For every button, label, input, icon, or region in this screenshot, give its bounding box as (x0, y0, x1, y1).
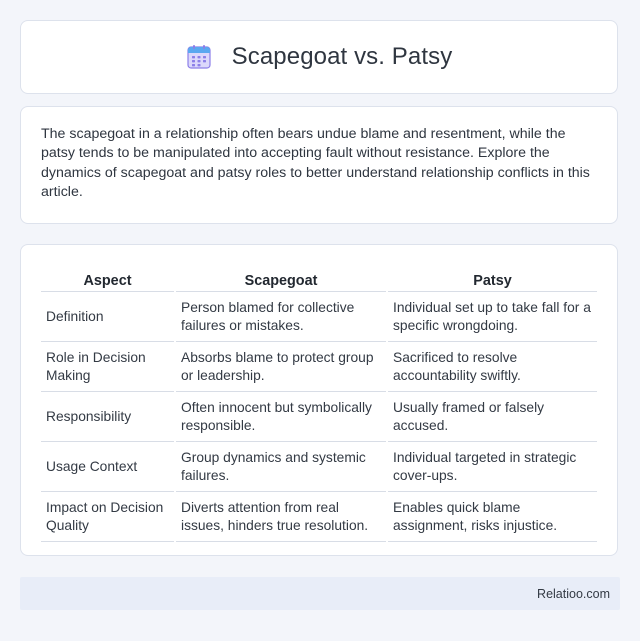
header-scapegoat: Scapegoat (176, 267, 386, 292)
row-patsy: Individual set up to take fall for a specific wrongdoing. (388, 292, 597, 342)
comparison-card (20, 244, 618, 556)
row-patsy: Individual targeted in strategic cover-ups. (388, 442, 597, 492)
row-scapegoat: Group dynamics and systemic failures. (176, 442, 386, 492)
table-row (41, 342, 597, 392)
comparison-table (39, 267, 599, 542)
header-aspect: Aspect (41, 267, 174, 292)
page-title: Scapegoat vs. Patsy (231, 43, 453, 70)
row-aspect: Impact on Decision Quality (41, 492, 174, 542)
row-aspect: Responsibility (41, 392, 174, 442)
table-row (41, 492, 597, 542)
row-aspect: Role in Decision Making (41, 342, 174, 392)
row-patsy: Enables quick blame assignment, risks injustice. (388, 492, 597, 542)
row-aspect: Usage Context (41, 442, 174, 492)
row-scapegoat: Person blamed for collective failures or mistakes. (176, 292, 386, 342)
row-scapegoat: Diverts attention from real issues, hinders true resolution. (176, 492, 386, 542)
calendar-icon (186, 44, 212, 70)
table-row (41, 442, 597, 492)
header-patsy: Patsy (388, 267, 597, 292)
row-scapegoat: Often innocent but symbolically responsible. (176, 392, 386, 442)
intro-card (20, 106, 618, 224)
table-header-row (41, 267, 597, 292)
intro-paragraph: The scapegoat in a relationship often bears undue blame and resentment, while the patsy tends to be manipulated into accepting fault without resistance. Explore the dynamics of scapegoat and patsy roles to better understand relationship conflicts in this article. (41, 126, 590, 200)
table-row (41, 392, 597, 442)
row-patsy: Usually framed or falsely accused. (388, 392, 597, 442)
row-aspect: Definition (41, 292, 174, 342)
row-scapegoat: Absorbs blame to protect group or leadership. (176, 342, 386, 392)
row-patsy: Sacrificed to resolve accountability swiftly. (388, 342, 597, 392)
footer-brand: Relatioo.com (537, 586, 610, 601)
title-card (20, 20, 618, 94)
footer-bar (20, 577, 620, 610)
table-row (41, 292, 597, 342)
